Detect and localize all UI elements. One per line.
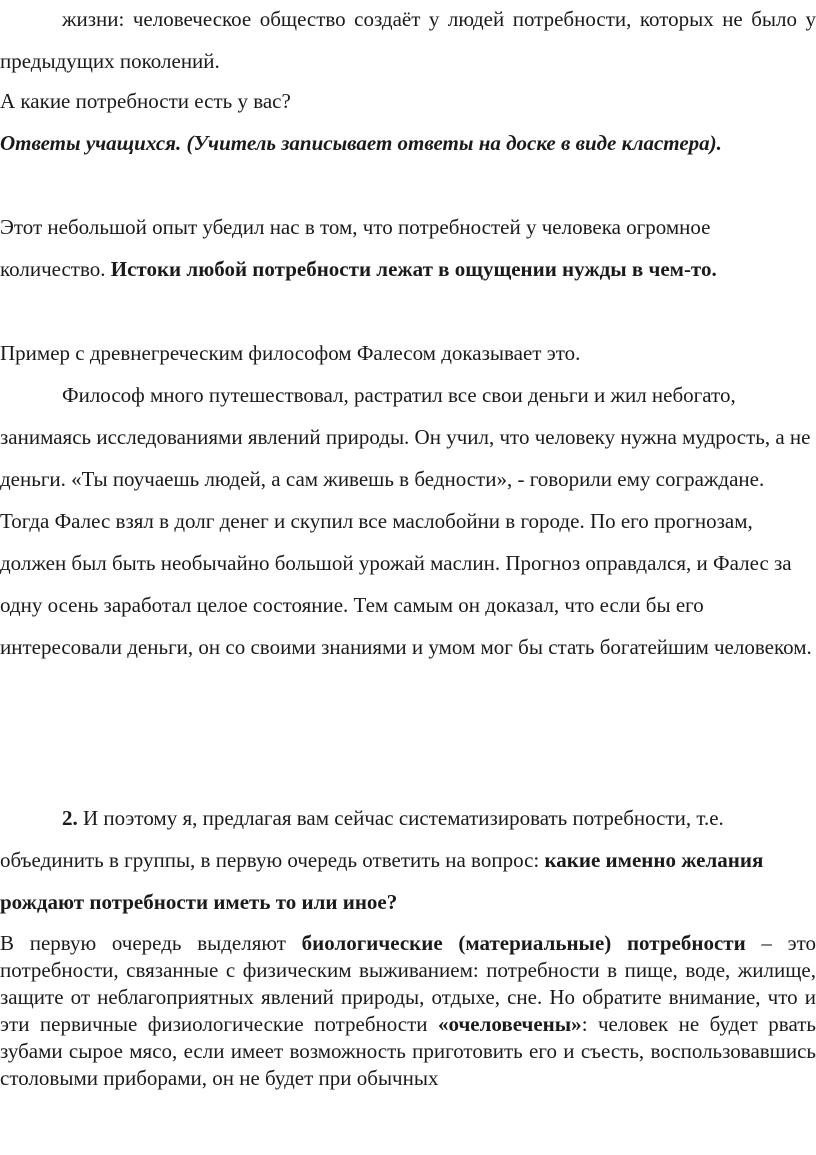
paragraph-thales-intro: Пример с древнегреческим философом Фалесом доказывает это.: [0, 341, 581, 365]
paragraph-biological-needs: [0, 930, 816, 1092]
paragraph-thales-story: Философ много путешествовал, растратил все свои деньги и жил небогато, занимаясь исследованиями явлений природы. Он учил, что человеку нужна мудрость, а не деньги. «Ты поучаешь людей, а сам живешь в бедности», - говорили ему сограждане. Тогда Фалес взял в долг денег и скупил все маслобойни в городе. По его прогнозам, должен был быть необычайно большой урожай маслин. Прогноз оправдался, и Фалес за одну осень заработал целое состояние. Тем самым он доказал, что если бы его интересовали деньги, он со своими знаниями и умом мог бы стать богатейшим человеком.: [0, 383, 812, 659]
paragraph-systematize: [0, 797, 800, 923]
humanized-term: «очеловечены»: [438, 1012, 582, 1036]
paragraph-needs-origin: [0, 206, 780, 290]
needs-origin-text: Этот небольшой опыт убедил нас в том, что потребностей у человека огромное количество.: [0, 215, 711, 281]
biological-text-2: – это потребности, связанные с физическим выживанием: потребности в пище, воде, жилище, защите от неблагоприятных явлений природы, отдыхе, сне. Но обратите внимание, что и эти первичные физиологические потребности: [0, 931, 816, 1036]
biological-text-1: В первую очередь выделяют: [0, 931, 302, 955]
systematize-question: какие именно желания рождают потребности иметь то или иное?: [0, 848, 764, 914]
biological-text-3: : человек не будет рвать зубами сырое мясо, если имеет возможность приготовить его и съесть, воспользовавшись столовыми приборами, он не будет при обычных: [0, 1012, 816, 1090]
paragraph-question: А какие потребности есть у вас?: [0, 89, 291, 113]
systematize-text: И поэтому я, предлагая вам сейчас систематизировать потребности, т.е. объединить в группы, в первую очередь ответить на вопрос:: [0, 806, 724, 872]
paragraph-student-answers: Ответы учащихся. (Учитель записывает ответы на доске в виде кластера).: [0, 131, 722, 155]
biological-needs-term: биологические (материальные) потребности: [301, 931, 746, 955]
paragraph-continuation: жизни: человеческое общество создаёт у людей потребности, которых не было у предыдущих поколений.: [0, 7, 816, 73]
section-number: 2.: [62, 806, 78, 830]
needs-origin-bold: Истоки любой потребности лежат в ощущении нужды в чем-то.: [110, 257, 717, 281]
